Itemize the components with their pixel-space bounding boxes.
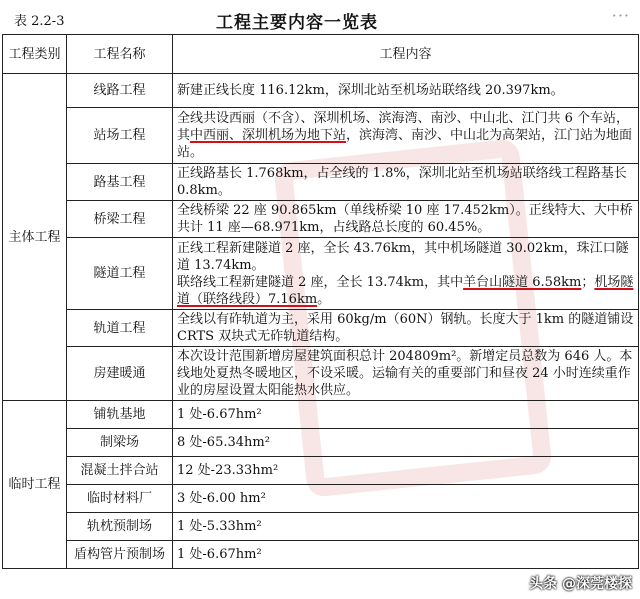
table-row	[3, 541, 639, 569]
row-name: 铺轨基地	[67, 401, 173, 429]
content-text: 。	[317, 291, 331, 307]
header-name: 工程名称	[67, 35, 173, 74]
row-content: 本次设计范围新增房屋建筑面积总计 204809m²。新增定员总数为 646 人。本线地处夏热冬暖地区，不设采暖。运输有关的重要部门和昼夜 24 小时连续重作业的房屋设置太阳能热水供应。	[173, 347, 639, 401]
row-content	[173, 238, 639, 310]
row-content: 12 处-23.33hm²	[173, 457, 639, 485]
row-name: 房建暖通	[67, 347, 173, 401]
row-name: 站场工程	[67, 108, 173, 164]
row-name: 路基工程	[67, 164, 173, 201]
table-title: 工程主要内容一览表	[216, 13, 378, 33]
table-row	[3, 238, 639, 310]
header-category: 工程类别	[3, 35, 67, 74]
row-name: 轨枕预制场	[67, 513, 173, 541]
table-row	[3, 164, 639, 201]
table-row	[3, 401, 639, 429]
row-content: 1 处-6.67hm²	[173, 541, 639, 569]
underlined-text: 机场隧道（联络线段）7.16km	[177, 274, 634, 307]
row-name: 盾构管片预制场	[67, 541, 173, 569]
row-name: 线路工程	[67, 74, 173, 108]
row-name: 隧道工程	[67, 238, 173, 310]
category-temp: 临时工程	[3, 401, 67, 569]
table-number: 表 2.2-3	[14, 14, 65, 29]
row-content: 全线以有砟轨道为主，采用 60kg/m（60N）钢轨。长度大于 1km 的隧道铺设 CRTS 双块式无砟轨道结构。	[173, 310, 639, 347]
content-text: 正线工程新建隧道 2 座，全长 43.76km，其中机场隧道 30.02km，珠江口隧道 13.74km。	[177, 240, 629, 273]
table-row	[3, 347, 639, 401]
table-row	[3, 310, 639, 347]
row-content: 8 处-65.34hm²	[173, 429, 639, 457]
content-text: ；	[581, 274, 595, 290]
table-row	[3, 457, 639, 485]
table-row	[3, 485, 639, 513]
row-content: 正线路基长 1.768km，占全线的 1.8%，深圳北站至机场站联络线工程路基长 0.8km。	[173, 164, 639, 201]
project-table	[2, 34, 639, 569]
table-row	[3, 108, 639, 164]
content-text: ，滨海湾、南沙、中山北为高架站，江门站为地面站。	[177, 128, 633, 160]
table-header-row	[3, 35, 639, 74]
row-name: 轨道工程	[67, 310, 173, 347]
row-content: 新建正线长度 116.12km，深圳北站至机场站联络线 20.397km。	[173, 74, 639, 108]
row-name: 桥梁工程	[67, 201, 173, 238]
row-name: 混凝土拌合站	[67, 457, 173, 485]
row-content: 1 处-6.67hm²	[173, 401, 639, 429]
row-name: 临时材料厂	[67, 485, 173, 513]
header-content: 工程内容	[173, 35, 639, 74]
underlined-text: 羊台山隧道 6.58km	[463, 274, 582, 290]
category-main: 主体工程	[3, 74, 67, 401]
content-paragraph	[177, 274, 634, 308]
source-watermark: 头条 @深莞楼探	[529, 576, 632, 592]
table-row	[3, 201, 639, 238]
content-text: 全线共设西丽（不含）、深圳机场、滨海湾、南沙、中山北、江门共 6 个车站，其	[177, 111, 630, 143]
table-row	[3, 429, 639, 457]
row-content: 1 处-5.33hm²	[173, 513, 639, 541]
table-row	[3, 74, 639, 108]
row-content: 全线桥梁 22 座 90.865km（单线桥梁 10 座 17.452km）。正线特大、大中桥共计 11 座—68.971km，占线路总长度的 60.45%。	[173, 201, 639, 238]
content-text: 联络线工程新建隧道 2 座，全长 13.74km，其中	[177, 274, 464, 290]
table-row	[3, 513, 639, 541]
underlined-text: 中西丽、深圳机场为地下站	[190, 128, 347, 143]
row-name: 制梁场	[67, 429, 173, 457]
page-header	[0, 0, 640, 34]
row-content: 3 处-6.00 hm²	[173, 485, 639, 513]
more-menu-icon[interactable]: ···	[611, 6, 630, 25]
row-content	[173, 108, 639, 164]
